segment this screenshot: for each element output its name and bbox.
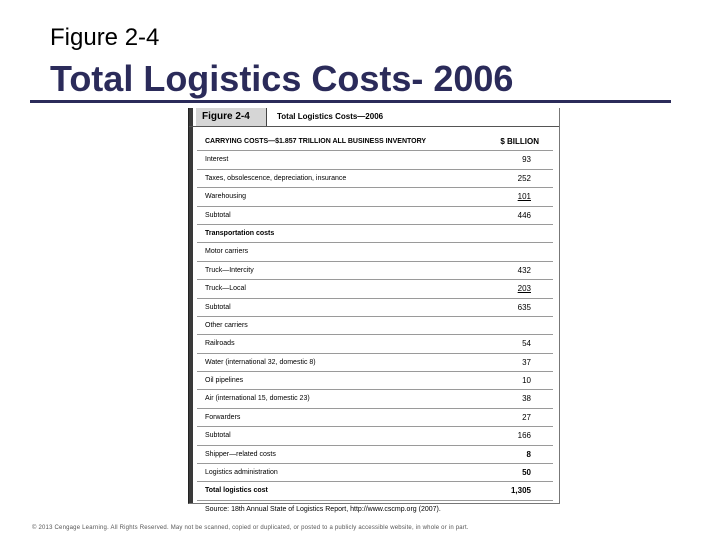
row-value: 38	[522, 394, 531, 404]
row-label: Interest	[205, 156, 229, 164]
row-value: 432	[517, 265, 531, 275]
table-row	[197, 427, 553, 445]
table-header-label: CARRYING COSTS—$1.857 TRILLION ALL BUSINESS INVENTORY	[205, 138, 427, 145]
table-row	[197, 390, 553, 408]
table-row	[197, 262, 553, 280]
table-row	[197, 335, 553, 353]
row-label: Logistics administration	[205, 469, 278, 477]
source-row	[197, 501, 553, 518]
row-label: Water (international 32, domestic 8)	[205, 358, 316, 366]
table-row	[197, 446, 553, 464]
row-value: 203	[517, 284, 531, 294]
row-label: Railroads	[205, 340, 235, 348]
figure-left-bar	[189, 108, 193, 503]
table-row	[197, 151, 553, 169]
table-row	[197, 225, 553, 243]
figure-table-image	[188, 108, 560, 513]
title-underline	[30, 100, 671, 103]
table-row	[197, 372, 553, 390]
row-value: 101	[517, 192, 531, 202]
table-row	[197, 188, 553, 206]
row-value: 54	[522, 339, 531, 349]
row-value: 50	[522, 468, 531, 478]
table-row	[197, 317, 553, 335]
row-value: 27	[522, 412, 531, 422]
row-value: 37	[522, 357, 531, 367]
row-label: Motor carriers	[205, 248, 249, 256]
row-label: Subtotal	[205, 303, 231, 311]
row-value: 10	[522, 376, 531, 386]
figure-tab: Figure 2-4	[196, 108, 267, 126]
row-label: Air (international 15, domestic 23)	[205, 395, 310, 403]
row-label: Warehousing	[205, 193, 246, 201]
figure-label: Figure 2-4	[50, 24, 160, 51]
slide-title: Total Logistics Costs- 2006	[50, 58, 514, 99]
row-label: Truck—Local	[205, 285, 246, 293]
table-row	[197, 482, 553, 500]
row-label: Truck—Intercity	[205, 266, 254, 274]
row-label: Subtotal	[205, 211, 231, 219]
table-row	[197, 354, 553, 372]
table-row	[197, 170, 553, 188]
row-label: Transportation costs	[205, 229, 275, 237]
row-value: 252	[517, 173, 531, 183]
row-label: Forwarders	[205, 413, 241, 421]
table-row	[197, 280, 553, 298]
row-label: Shipper—related costs	[205, 450, 276, 458]
row-label: Subtotal	[205, 432, 231, 440]
table-row	[197, 409, 553, 427]
table-row	[197, 243, 553, 261]
figure-title: Total Logistics Costs—2006	[277, 112, 384, 121]
table-row	[197, 207, 553, 225]
cost-table	[197, 133, 553, 518]
row-label: Oil pipelines	[205, 377, 244, 385]
row-value: 446	[517, 210, 531, 220]
row-label: Other carriers	[205, 321, 248, 329]
table-row	[197, 299, 553, 317]
row-value: 8	[526, 449, 531, 459]
row-value: 166	[517, 431, 531, 441]
source-note: Source: 18th Annual State of Logistics Report, http://www.cscmp.org (2007).	[205, 505, 441, 513]
row-value: 93	[522, 155, 531, 165]
table-header-row	[197, 133, 553, 151]
table-header-unit: $ BILLION	[500, 137, 539, 146]
copyright-notice: © 2013 Cengage Learning. All Rights Reserved. May not be scanned, copied or duplicated, or posted to a publicly accessible website, in whole or in part.	[32, 525, 469, 531]
row-value: 635	[517, 302, 531, 312]
figure-header	[189, 108, 559, 128]
row-value: 1,305	[510, 486, 531, 496]
row-label: Taxes, obsolescence, depreciation, insurance	[205, 174, 347, 182]
row-label: Total logistics cost	[205, 487, 268, 495]
table-row	[197, 464, 553, 482]
